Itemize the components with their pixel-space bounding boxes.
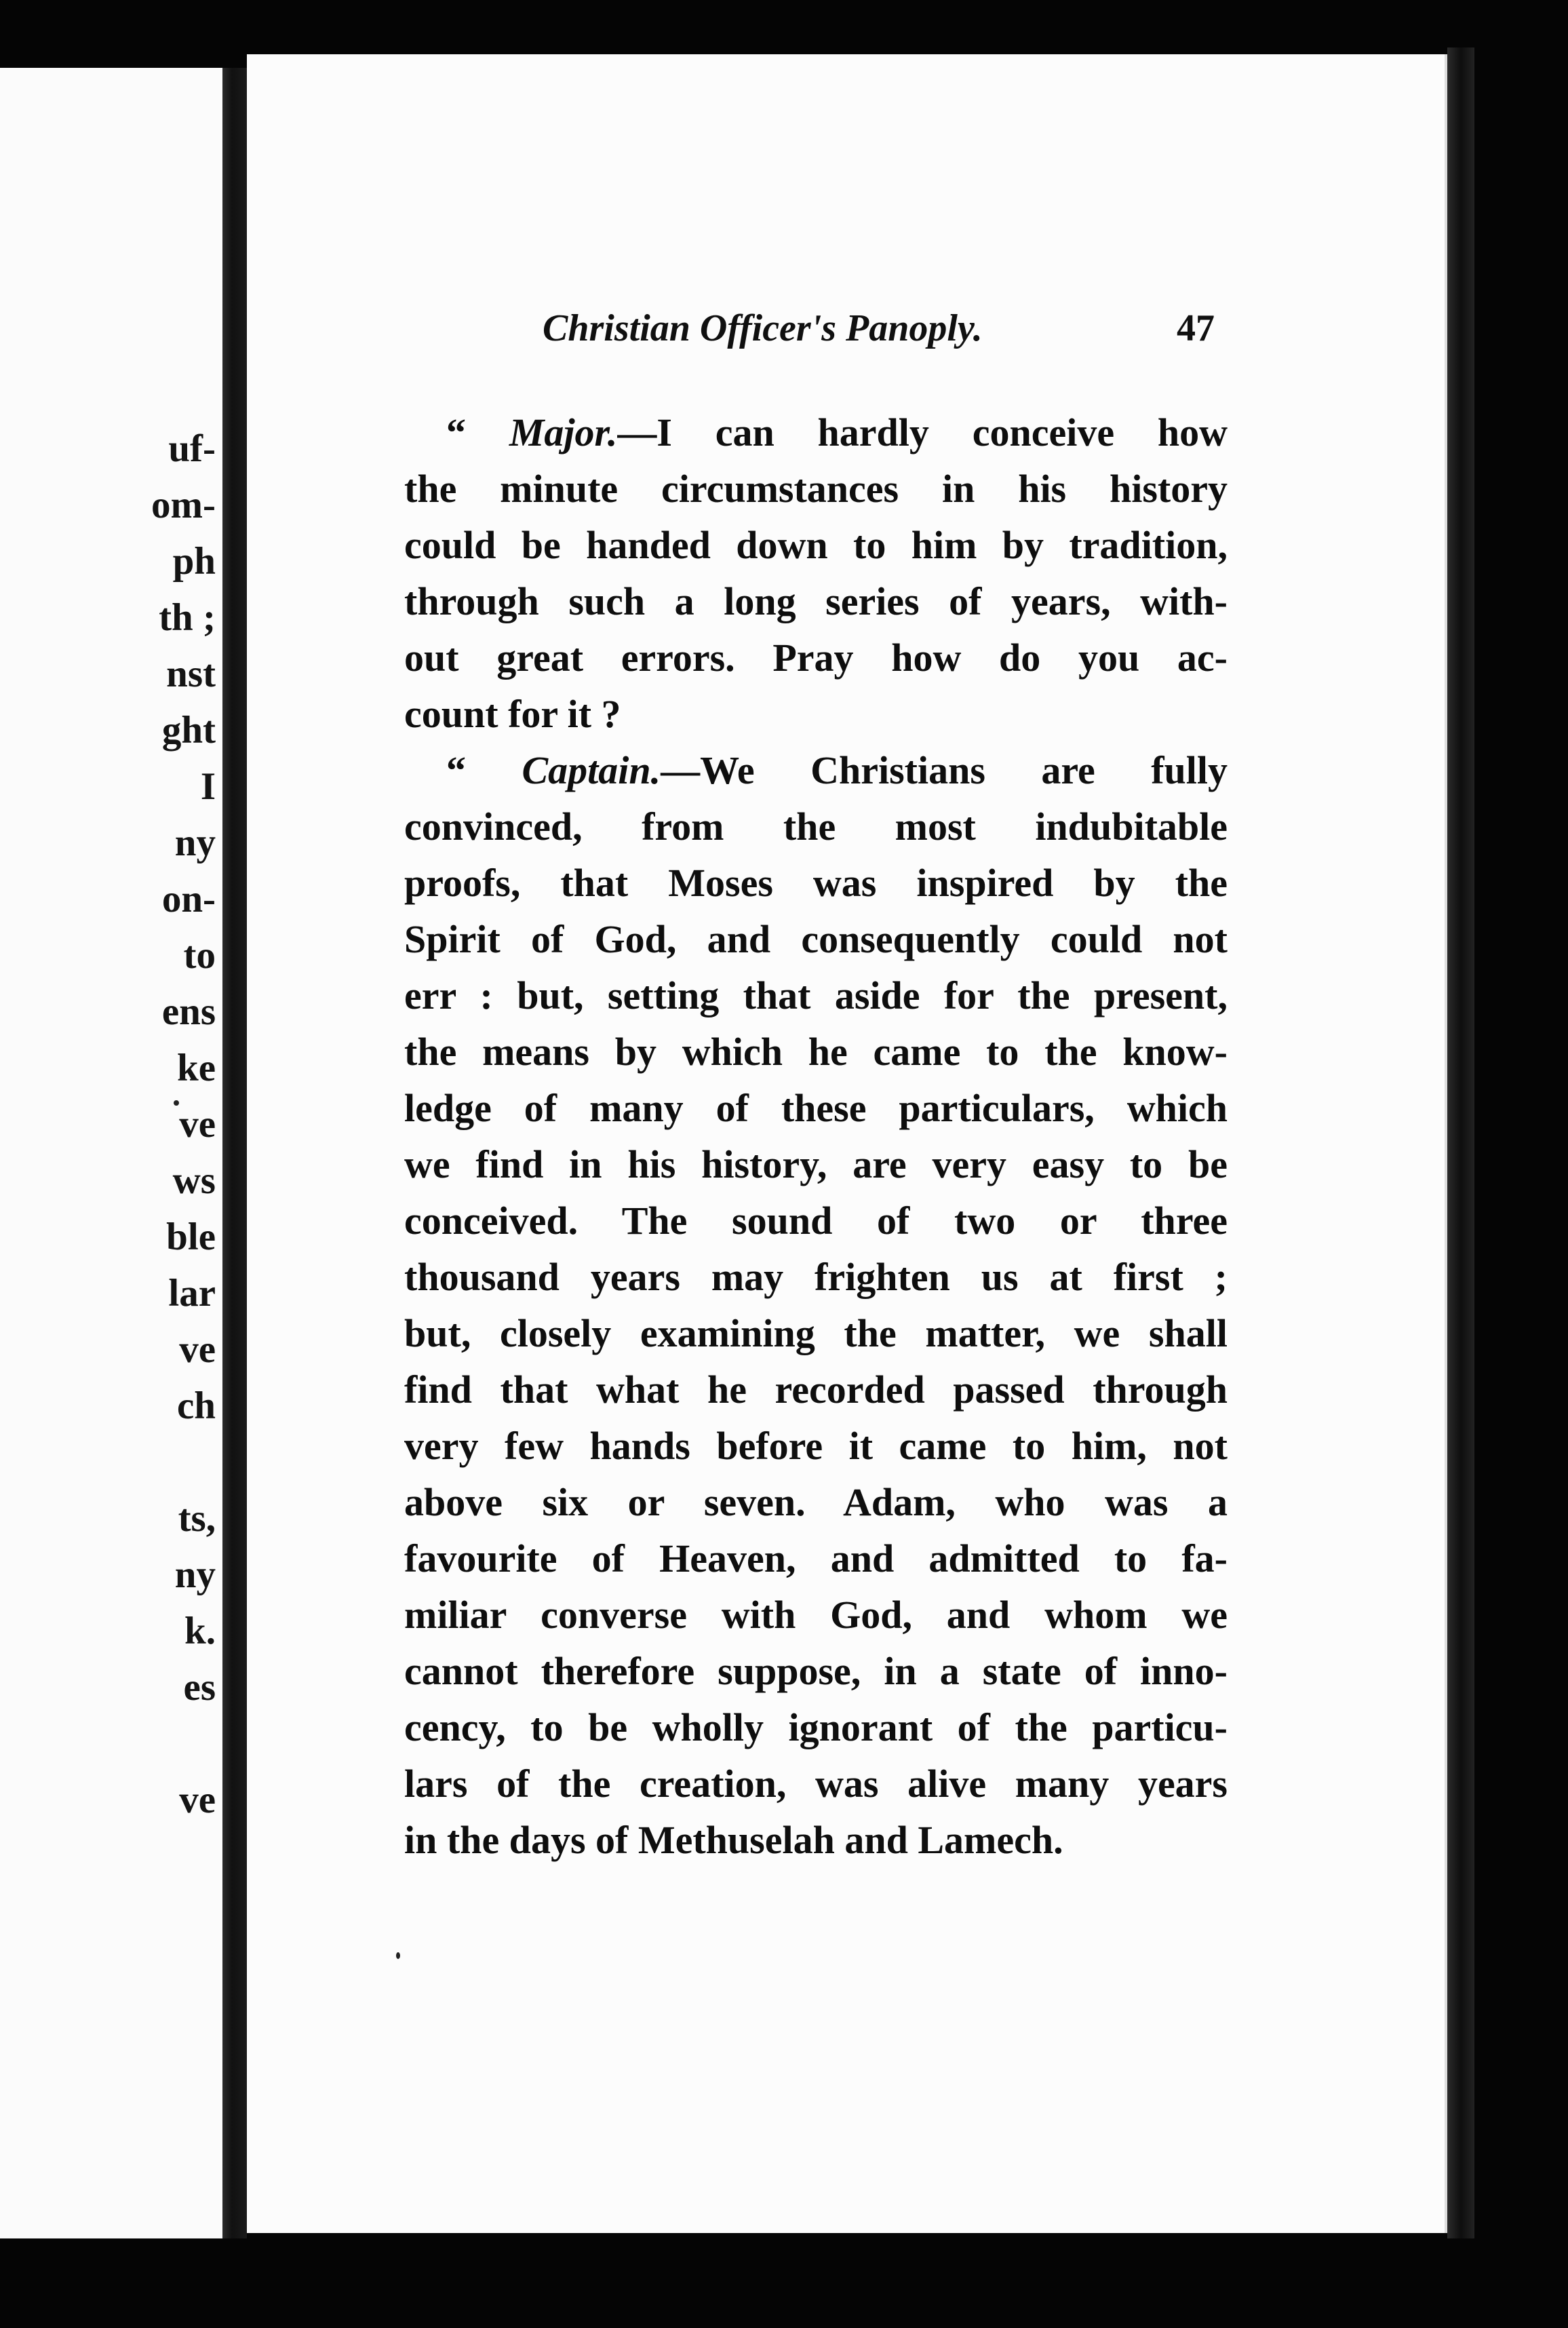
left-fragment: th ; bbox=[159, 596, 216, 639]
line-text: count for it ? bbox=[404, 692, 621, 736]
left-fragment: es bbox=[183, 1666, 216, 1709]
gutter-shadow bbox=[222, 68, 247, 2238]
text-line bbox=[404, 1249, 1228, 1305]
text-line bbox=[404, 1812, 1228, 1868]
line-text: Spirit of God, and consequently could not bbox=[404, 917, 1228, 961]
text-line bbox=[404, 1587, 1228, 1643]
line-text: thousand years may frighten us at first ; bbox=[404, 1255, 1228, 1299]
text-line bbox=[404, 573, 1228, 629]
line-text: conceived. The sound of two or three bbox=[404, 1199, 1228, 1243]
line-text: miliar converse with God, and whom we bbox=[404, 1593, 1228, 1637]
page-number: 47 bbox=[1177, 307, 1215, 349]
text-line bbox=[404, 855, 1228, 911]
line-text: in the days of Methuselah and Lamech. bbox=[404, 1818, 1063, 1862]
text-line bbox=[404, 1136, 1228, 1192]
text-line bbox=[404, 517, 1228, 573]
previous-page-line-ends bbox=[151, 421, 216, 1828]
left-fragment: ve bbox=[179, 1103, 216, 1146]
page-edge-shadow bbox=[1447, 47, 1474, 2238]
text-line bbox=[404, 1699, 1228, 1755]
left-fragment: ght bbox=[161, 709, 216, 752]
line-text: lars of the creation, was alive many years bbox=[404, 1762, 1228, 1806]
left-fragment: ny bbox=[174, 1553, 216, 1596]
left-fragment bbox=[151, 1715, 216, 1772]
line-text: but, closely examining the matter, we shall bbox=[404, 1311, 1228, 1355]
text-line bbox=[404, 1643, 1228, 1699]
text-line bbox=[404, 967, 1228, 1024]
line-text: cency, to be wholly ignorant of the particu- bbox=[404, 1705, 1228, 1749]
opening-quote: “ bbox=[446, 410, 509, 454]
left-fragment: k. bbox=[184, 1610, 216, 1652]
line-text: could be handed down to him by tradition, bbox=[404, 523, 1228, 567]
text-line bbox=[404, 1024, 1228, 1080]
text-line bbox=[404, 911, 1228, 967]
left-fragment bbox=[151, 1434, 216, 1490]
text-line bbox=[404, 1474, 1228, 1530]
left-fragment: on- bbox=[161, 878, 216, 920]
line-text: proofs, that Moses was inspired by the bbox=[404, 861, 1228, 905]
ink-speck bbox=[396, 1952, 400, 1959]
line-text: we find in his history, are very easy to be bbox=[404, 1142, 1228, 1186]
text-line bbox=[404, 1530, 1228, 1587]
left-fragment: ws bbox=[172, 1159, 216, 1202]
left-fragment: ph bbox=[172, 540, 216, 583]
left-fragment: to bbox=[183, 934, 216, 977]
text-line bbox=[404, 1305, 1228, 1361]
text-line bbox=[404, 742, 1228, 798]
text-line bbox=[404, 1755, 1228, 1812]
left-fragment: I bbox=[200, 765, 216, 808]
left-fragment: uf- bbox=[168, 427, 216, 470]
running-head-title: Christian Officer's Panoply. bbox=[543, 307, 983, 349]
text-line bbox=[404, 1080, 1228, 1136]
line-text: favourite of Heaven, and admitted to fa- bbox=[404, 1536, 1228, 1580]
line-text: find that what he recorded passed through bbox=[404, 1367, 1228, 1412]
text-line bbox=[404, 461, 1228, 517]
left-fragment: lar bbox=[168, 1272, 216, 1315]
previous-page-fragment bbox=[0, 68, 224, 2238]
left-fragment: ny bbox=[174, 821, 216, 864]
ink-speck bbox=[174, 1100, 179, 1106]
left-fragment: ts, bbox=[178, 1497, 216, 1540]
speaker-name: Captain. bbox=[522, 748, 661, 792]
line-text: cannot therefore suppose, in a state of inno- bbox=[404, 1649, 1228, 1693]
left-fragment: om- bbox=[151, 484, 216, 526]
left-fragment: ve bbox=[179, 1779, 216, 1821]
text-line bbox=[404, 629, 1228, 686]
text-line bbox=[404, 1192, 1228, 1249]
text-line bbox=[404, 686, 1228, 742]
line-text: through such a long series of years, with- bbox=[404, 579, 1228, 623]
text-line bbox=[404, 1361, 1228, 1418]
line-text: the means by which he came to the know- bbox=[404, 1030, 1228, 1074]
text-line bbox=[404, 798, 1228, 855]
line-text: above six or seven. Adam, who was a bbox=[404, 1480, 1228, 1524]
opening-quote: “ bbox=[446, 748, 522, 792]
line-text: —I can hardly conceive how bbox=[617, 410, 1228, 454]
text-line bbox=[404, 404, 1228, 461]
left-fragment: ke bbox=[177, 1047, 216, 1089]
line-text: very few hands before it came to him, not bbox=[404, 1424, 1228, 1468]
line-text: convinced, from the most indubitable bbox=[404, 804, 1228, 849]
line-text: ledge of many of these particulars, which bbox=[404, 1086, 1228, 1130]
left-fragment: ens bbox=[161, 990, 216, 1033]
line-text: err : but, setting that aside for the present, bbox=[404, 973, 1228, 1017]
line-text: —We Christians are fully bbox=[661, 748, 1228, 792]
left-fragment: ch bbox=[177, 1384, 216, 1427]
text-line bbox=[404, 1418, 1228, 1474]
left-fragment: ble bbox=[166, 1216, 216, 1258]
speaker-name: Major. bbox=[509, 410, 618, 454]
line-text: the minute circumstances in his history bbox=[404, 467, 1228, 511]
page-body-text bbox=[404, 404, 1228, 1868]
left-fragment: ve bbox=[179, 1328, 216, 1371]
line-text: out great errors. Pray how do you ac- bbox=[404, 636, 1228, 680]
left-fragment: nst bbox=[166, 653, 216, 695]
running-head bbox=[543, 307, 1221, 350]
